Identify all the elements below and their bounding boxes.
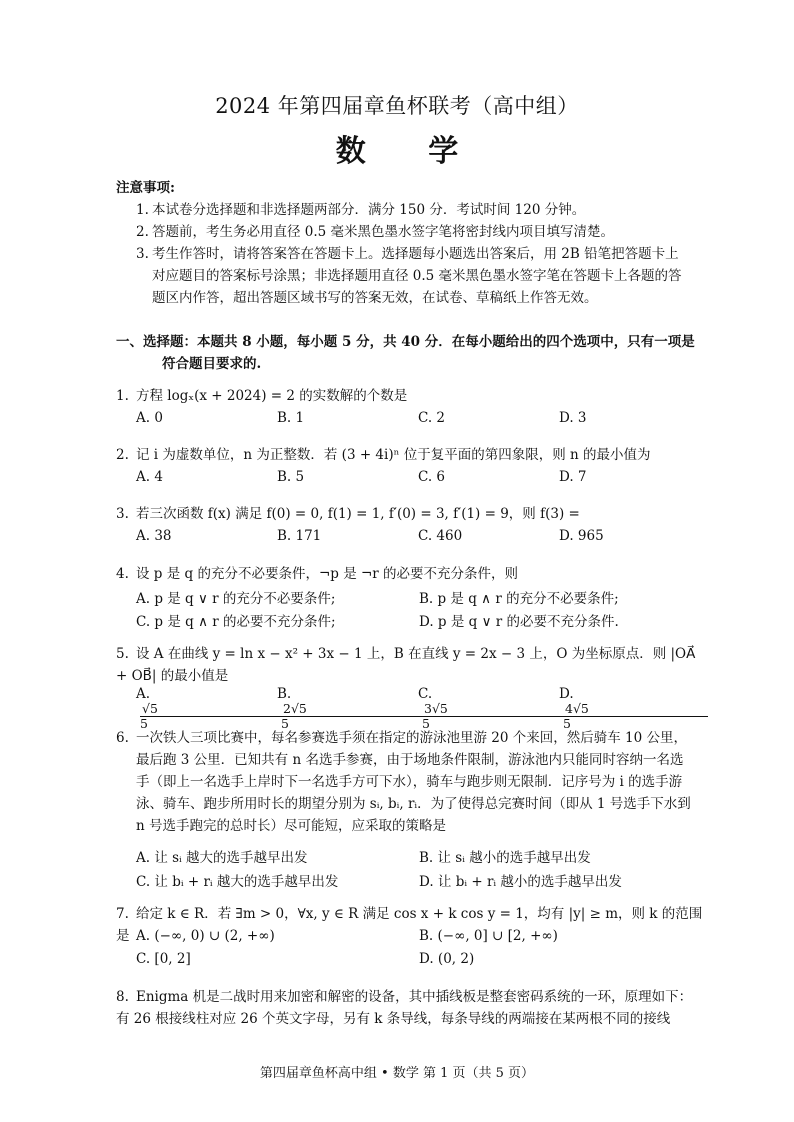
option-d	[559, 686, 700, 731]
notice-item	[136, 199, 702, 221]
question-text: 给定 k ∈ R．若 ∃m > 0，∀x, y ∈ R 满足 cos x + k cos y = 1，均有 |y| ≥ m，则 k 的范围是	[116, 906, 703, 944]
option-d: D. 让 bᵢ + rᵢ 越小的选手越早出发	[419, 874, 622, 890]
question-text: 若三次函数 f(x) 满足 f(0) = 0, f(1) = 1, f′(0) = 3, f′(1) = 9，则 f(3) =	[136, 506, 580, 522]
question-6	[116, 727, 706, 837]
question-number: 5.	[116, 646, 129, 662]
question-number: 8.	[116, 989, 129, 1005]
question-text: 设 A 在曲线 y = ln x − x² + 3x − 1 上，B 在直线 y = 2x − 3 上，O 为坐标原点．则 |OA⃗ + OB⃗|	[116, 646, 696, 684]
option-c: C. 让 bᵢ + rᵢ 越大的选手越早出发	[136, 874, 339, 890]
section-text: 一、选择题：本题共 8 小题，每小题 5 分，共 40 分．在每小题给出的四个选项中，只有一项是	[116, 334, 695, 350]
option-b: B. 让 sᵢ 越小的选手越早出发	[419, 850, 591, 866]
notice-heading: 注意事项:	[116, 180, 175, 196]
notice-number: 3.	[136, 246, 149, 262]
option-a: A. 0	[136, 410, 163, 426]
question-1-options	[136, 410, 706, 426]
exam-title: 2024 年第四届章鱼杯联考（高中组）	[215, 94, 579, 118]
question-text: 记 i 为虚数单位，n 为正整数．若 (3 + 4i)ⁿ 位于复平面的第四象限，则 n 的最小值为	[136, 447, 651, 463]
question-7-options-row1	[136, 928, 706, 944]
question-number: 6.	[116, 730, 129, 746]
option-a	[136, 686, 277, 731]
question-text: Enigma 机是二战时用来加密和解密的设备，其中插线板是整套密码系统的一环，原理如下：	[136, 989, 693, 1005]
question-text: 设 p 是 q 的充分不必要条件，¬p 是 ¬r 的必要不充分条件，则	[136, 566, 519, 582]
notice-item	[136, 221, 702, 243]
option-b: B. 1	[277, 410, 305, 426]
option-b: B. p 是 q ∧ r 的充分不必要条件;	[419, 591, 619, 607]
option-d: D. 7	[559, 469, 587, 485]
question-number: 1.	[116, 388, 129, 404]
question-text-continued: 的最小值是	[160, 668, 229, 684]
denominator: 5	[422, 716, 430, 731]
option-a: A. 4	[136, 469, 163, 485]
option-label: B.	[277, 686, 292, 702]
question-4-options-row2	[136, 610, 706, 630]
question-text: 泳、骑车、跑步所用时长的期望分别为 sᵢ, bᵢ, rᵢ．为了使得总完赛时间（即从 1 号选手下水到	[136, 796, 691, 812]
option-b: B. 171	[277, 528, 322, 544]
option-a: A. (−∞, 0) ∪ (2, +∞)	[136, 928, 275, 944]
question-text: 最后跑 3 公里．已知共有 n 名选手参赛，由于场地条件限制，游泳池内只能同时容纳一名选	[136, 752, 684, 768]
question-3-options	[136, 528, 706, 544]
question-4	[116, 563, 706, 585]
notice-text: 本试卷分选择题和非选择题两部分．满分 150 分．考试时间 120 分钟。	[152, 202, 586, 218]
numerator: 4√5	[563, 702, 708, 717]
question-6-options-row1	[136, 846, 706, 866]
option-c: C. 6	[418, 469, 446, 485]
option-a: A. p 是 q ∨ r 的充分不必要条件;	[136, 591, 336, 607]
notice-number: 1.	[136, 202, 149, 218]
question-number: 3.	[116, 506, 129, 522]
option-label: C.	[418, 686, 433, 702]
question-text: 手（即上一名选手上岸时下一名选手方可下水），骑车与跑步则无限制．记序号为 i 的选手游	[136, 774, 683, 790]
numerator: √5	[140, 702, 285, 717]
option-b	[277, 686, 418, 731]
question-3	[116, 503, 706, 525]
notice-text: 考生作答时，请将答案答在答题卡上。选择题每小题选出答案后，用 2B 铅笔把答题卡上	[152, 246, 679, 262]
question-number: 2.	[116, 447, 129, 463]
option-b: B. 5	[277, 469, 305, 485]
question-5	[116, 643, 706, 687]
option-c: C. p 是 q ∧ r 的必要不充分条件;	[136, 614, 336, 630]
question-number: 7.	[116, 906, 129, 922]
question-text: n 号选手跑完的总时长）尽可能短，应采取的策略是	[136, 818, 446, 834]
question-4-options-row1	[136, 587, 706, 607]
option-a: A. 38	[136, 528, 172, 544]
section-heading	[116, 331, 706, 375]
notice-text: 题区内作答，超出答题区域书写的答案无效，在试卷、草稿纸上作答无效。	[152, 290, 598, 306]
question-8	[116, 986, 706, 1030]
denominator: 5	[140, 716, 148, 731]
notice-item	[136, 243, 702, 309]
option-label: D.	[559, 686, 574, 702]
question-2	[116, 444, 706, 466]
numerator: 2√5	[281, 702, 426, 717]
question-1	[116, 385, 706, 407]
section-text: 符合题目要求的.	[162, 356, 262, 372]
notice-number: 2.	[136, 224, 149, 240]
option-c	[418, 686, 559, 731]
question-text: 方程 logₓ(x + 2024) = 2 的实数解的个数是	[136, 388, 408, 404]
page-footer: 第四届章鱼杯高中组 • 数学 第 1 页（共 5 页）	[259, 1066, 535, 1081]
option-d: D. 3	[559, 410, 587, 426]
question-5-options	[136, 686, 706, 731]
question-text: 有 26 根接线柱对应 26 个英文字母，另有 k 条导线，每条导线的两端接在某两根不同的接线	[116, 1011, 671, 1027]
question-7-options-row2	[136, 951, 706, 967]
question-number: 4.	[116, 566, 129, 582]
option-d: D. p 是 q ∨ r 的必要不充分条件.	[419, 614, 619, 630]
numerator: 3√5	[422, 702, 567, 717]
option-b: B. (−∞, 0] ∪ [2, +∞)	[419, 928, 558, 944]
option-a: A. 让 sᵢ 越大的选手越早出发	[136, 850, 308, 866]
question-text: 一次铁人三项比赛中，每名参赛选手须在指定的游泳池里游 20 个来回，然后骑车 10 公里，	[136, 730, 688, 746]
option-d: D. (0, 2)	[419, 951, 475, 967]
option-label: A.	[136, 686, 151, 702]
option-c: C. [0, 2]	[136, 951, 191, 967]
notice-text: 答题前，考生务必用直径 0.5 毫米黑色墨水签字笔将密封线内项目填写清楚。	[152, 224, 615, 240]
option-d: D. 965	[559, 528, 604, 544]
notice-text: 对应题目的答案标号涂黑；非选择题用直径 0.5 毫米黑色墨水签字笔在答题卡上各题的答	[152, 268, 682, 284]
denominator: 5	[281, 716, 289, 731]
option-c: C. 460	[418, 528, 463, 544]
denominator: 5	[563, 716, 571, 731]
option-c: C. 2	[418, 410, 446, 426]
question-2-options	[136, 469, 706, 485]
subject-title: 数 学	[335, 134, 485, 169]
question-6-options-row2	[136, 870, 706, 890]
